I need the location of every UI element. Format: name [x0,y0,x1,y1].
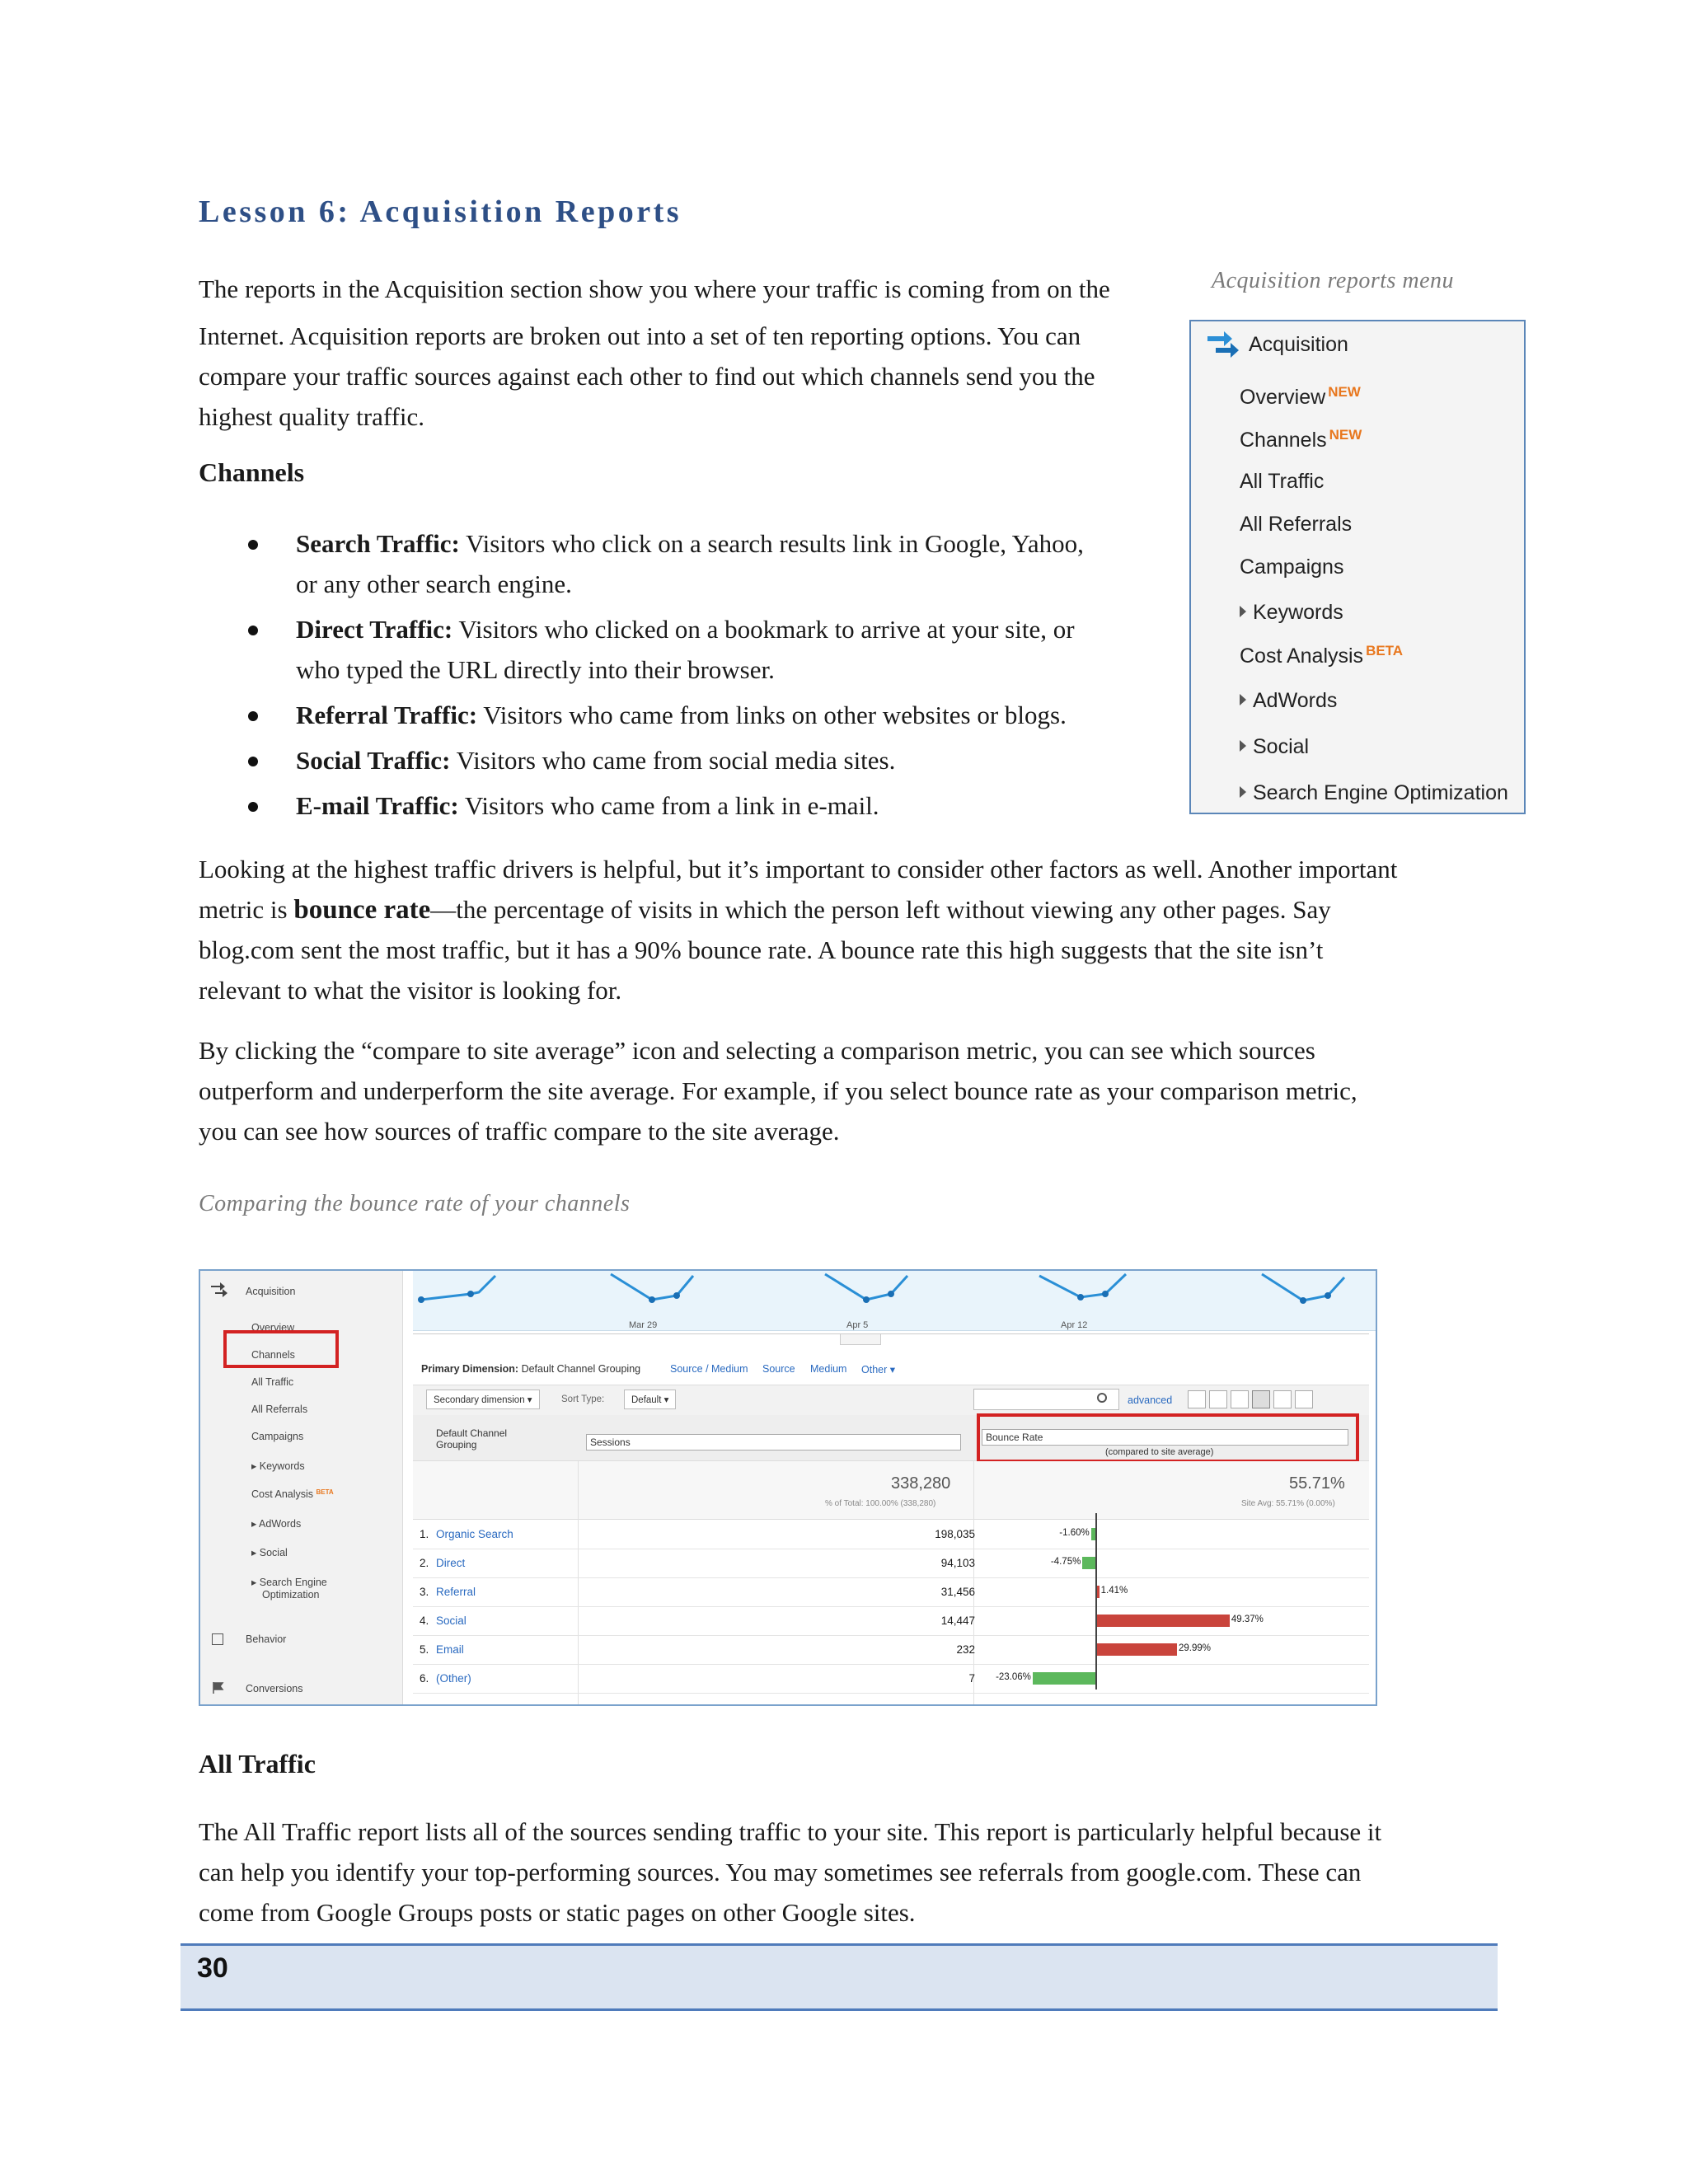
bullet-referral-traffic: Referral Traffic: Visitors who came from links on other websites or blogs. [199,695,1188,735]
bullet-social-traffic: Social Traffic: Visitors who came from social media sites. [199,740,1188,780]
menu-item-all-referrals[interactable]: All Referrals [1240,513,1353,536]
secondary-dimension-button[interactable]: Secondary dimension ▾ [426,1390,540,1409]
row-index: 3. [420,1586,429,1598]
advanced-link[interactable]: advanced [1128,1394,1173,1406]
bounce-delta-label: -1.60% [1059,1528,1090,1538]
date-label: Apr 12 [1061,1320,1088,1330]
row-sessions: 7 [968,1672,975,1685]
pie-view-icon[interactable] [1209,1390,1227,1408]
side-all-referrals[interactable]: All Referrals [251,1404,308,1415]
col-default-channel-grouping: Default Channel Grouping [436,1427,508,1451]
menu-item-social[interactable]: Social [1240,735,1309,759]
channel-link[interactable]: Organic Search [436,1528,513,1540]
side-channels[interactable]: Channels [251,1349,295,1361]
side-acquisition[interactable]: Acquisition [246,1286,296,1297]
channel-link[interactable]: Social [436,1615,467,1627]
timeline-line [413,1271,1377,1330]
pivot-view-icon[interactable] [1295,1390,1313,1408]
acquisition-menu [1189,320,1526,814]
expand-triangle-icon [1240,740,1246,752]
channel-link[interactable]: Direct [436,1557,466,1569]
side-campaigns[interactable]: Campaigns [251,1431,304,1442]
acquisition-arrows-icon [1206,328,1240,361]
bounce-delta-label: -23.06% [996,1672,1031,1682]
sort-type-select[interactable]: Default ▾ [624,1390,676,1409]
bounce-rate-metric-select[interactable]: Bounce Rate [982,1429,1348,1446]
menu-item-cost-analysis[interactable]: Cost Analysis $^{BETA}$ [1240,643,1404,668]
date-label: Apr 5 [846,1320,869,1330]
behavior-icon [212,1633,223,1645]
bullet-search-traffic: Search Traffic: Visitors who click on a search results link in Google, Yahoo, or any other search engine. [199,523,1188,604]
bounce-delta-label: 49.37% [1231,1615,1264,1624]
side-seo[interactable]: ▸ Search Engine [251,1577,327,1588]
side-keywords[interactable]: ▸ Keywords [251,1460,305,1472]
bounce-delta-bar [1082,1557,1095,1569]
menu-caption: Acquisition reports menu [1212,268,1455,293]
bounce-rate-screenshot [199,1269,1377,1706]
row-index: 5. [420,1643,429,1656]
dim-link-source[interactable]: Source [762,1363,795,1375]
page-footer [181,1943,1498,2011]
primary-dimension: Primary Dimension: Default Channel Grouping [421,1363,641,1375]
table-row [413,1577,1369,1607]
bounce-delta-bar [1095,1643,1177,1656]
menu-item-seo[interactable]: Search Engine Optimization [1240,781,1508,805]
bounce-delta-label: 1.41% [1100,1586,1128,1596]
dim-link-source-medium[interactable]: Source / Medium [670,1363,748,1375]
timeline-chart [413,1271,1377,1331]
row-index: 6. [420,1672,429,1685]
side-overview[interactable]: Overview [251,1322,295,1333]
row-sessions: 94,103 [940,1557,975,1569]
side-conversions[interactable]: Conversions [246,1683,303,1694]
bullet-email-traffic: E-mail Traffic: Visitors who came from a link in e-mail. [199,785,1188,826]
menu-header[interactable]: Acquisition [1249,333,1348,356]
channel-link[interactable]: (Other) [436,1672,471,1685]
intro-line-1: The reports in the Acquisition section show you where your traffic is coming from on the [199,274,1110,303]
screenshot-main [413,1271,1376,1704]
page-number: 30 [197,1952,228,1984]
channels-highlight-box [223,1330,339,1368]
intro-line-4: highest quality traffic. [199,402,425,431]
menu-item-all-traffic[interactable]: All Traffic [1240,470,1325,493]
screenshot-caption: Comparing the bounce rate of your channels [199,1191,631,1216]
sort-type-label: Sort Type: [561,1394,605,1404]
date-label: Mar 29 [629,1320,658,1330]
compare-paragraph-line-3: you can see how sources of traffic compare to the site average. [199,1117,840,1146]
acquisition-icon [210,1281,228,1299]
side-adwords[interactable]: ▸ AdWords [251,1518,302,1530]
row-sessions: 31,456 [940,1586,975,1598]
zero-axis [1095,1513,1097,1690]
bullet-direct-traffic: Direct Traffic: Visitors who clicked on a bookmark to arrive at your site, or who typed the URL directly into their browser. [199,609,1188,690]
all-traffic-line-3: come from Google Groups posts or static pages on other Google sites. [199,1898,916,1927]
table-row [413,1606,1369,1636]
bounce-delta-label: 29.99% [1178,1643,1211,1653]
channel-bullet-list [199,523,1188,831]
menu-item-campaigns[interactable]: Campaigns [1240,555,1344,579]
side-social[interactable]: ▸ Social [251,1547,288,1558]
bounce-rate-highlight-box [977,1413,1359,1463]
chart-divider [413,1333,1369,1334]
compare-paragraph-line-2: outperform and underperform the site average. For example, if you select bounce rate as your comparison metric, [199,1076,1357,1105]
bounce-paragraph-line-4: relevant to what the visitor is looking for. [199,976,622,1005]
row-index: 2. [420,1557,429,1569]
side-behavior[interactable]: Behavior [246,1633,287,1645]
comparison-view-icon[interactable] [1252,1390,1270,1408]
row-sessions: 232 [956,1643,975,1656]
sessions-metric-select[interactable]: Sessions [586,1434,961,1451]
table-row [413,1549,1369,1578]
bounce-delta-bar [1033,1672,1095,1685]
site-average: 55.71% [1289,1474,1345,1493]
table-row [413,1664,1369,1694]
search-icon[interactable] [1097,1393,1107,1403]
flag-icon [212,1681,225,1694]
all-traffic-line-1: The All Traffic report lists all of the sources sending traffic to your site. This report is particularly helpful because it [199,1817,1382,1846]
view-toggle-group [1188,1390,1313,1408]
dim-link-medium[interactable]: Medium [810,1363,847,1375]
performance-view-icon[interactable] [1231,1390,1249,1408]
bounce-paragraph-line-3: blog.com sent the most traffic, but it has a 90% bounce rate. A bounce rate this high suggests that the site isn’t [199,935,1324,964]
compared-to-site-average: (compared to site average) [1105,1447,1214,1457]
row-sessions: 198,035 [935,1528,975,1540]
all-traffic-line-2: can help you identify your top-performing sources. You may sometimes see referrals from google.com. These can [199,1858,1362,1886]
bounce-paragraph-line-2: metric is bounce rate—the percentage of visits in which the person left without viewing any other pages. Say [199,895,1331,925]
side-cost-analysis[interactable]: Cost Analysis $^{BETA}$ [251,1488,334,1500]
intro-line-2: Internet. Acquisition reports are broken out into a set of ten reporting options. You can [199,321,1081,350]
bounce-paragraph-line-1: Looking at the highest traffic drivers is helpful, but it’s important to consider other factors as well. Another important [199,855,1398,883]
menu-item-keywords[interactable]: Keywords [1240,601,1343,625]
channels-heading: Channels [199,457,305,487]
expand-triangle-icon [1240,694,1246,705]
channel-link[interactable]: Referral [436,1586,476,1598]
site-average-sub: Site Avg: 55.71% (0.00%) [1241,1499,1335,1508]
dim-link-other[interactable]: Other ▾ [861,1364,896,1376]
row-index: 4. [420,1615,429,1627]
menu-item-overview[interactable]: Overview $^{NEW}$ [1240,384,1361,409]
row-index: 1. [420,1528,429,1540]
expand-triangle-icon [1240,786,1246,798]
table-row [413,1520,1369,1549]
total-sessions-sub: % of Total: 100.00% (338,280) [825,1499,936,1508]
menu-item-adwords[interactable]: AdWords [1240,689,1337,713]
total-sessions: 338,280 [891,1474,951,1493]
table-view-icon[interactable] [1188,1390,1206,1408]
compare-paragraph-line-1: By clicking the “compare to site average” icon and selecting a comparison metric, you can see which sources [199,1036,1315,1065]
bounce-delta-label: -4.75% [1050,1557,1081,1567]
side-seo-line-2: Optimization [262,1589,320,1601]
side-all-traffic[interactable]: All Traffic [251,1376,294,1388]
table-row [413,1635,1369,1665]
term-cloud-icon[interactable] [1273,1390,1292,1408]
all-traffic-heading: All Traffic [199,1749,316,1779]
bounce-delta-bar [1095,1615,1230,1627]
intro-line-3: compare your traffic sources against each other to find out which channels send you the [199,362,1095,391]
expand-triangle-icon [1240,606,1246,617]
lesson-title: Lesson 6: Acquisition Reports [199,194,682,229]
channel-link[interactable]: Email [436,1643,464,1656]
chart-collapse-handle[interactable] [840,1333,881,1345]
row-sessions: 14,447 [940,1615,975,1627]
menu-item-channels[interactable]: Channels $^{NEW}$ [1240,427,1362,452]
